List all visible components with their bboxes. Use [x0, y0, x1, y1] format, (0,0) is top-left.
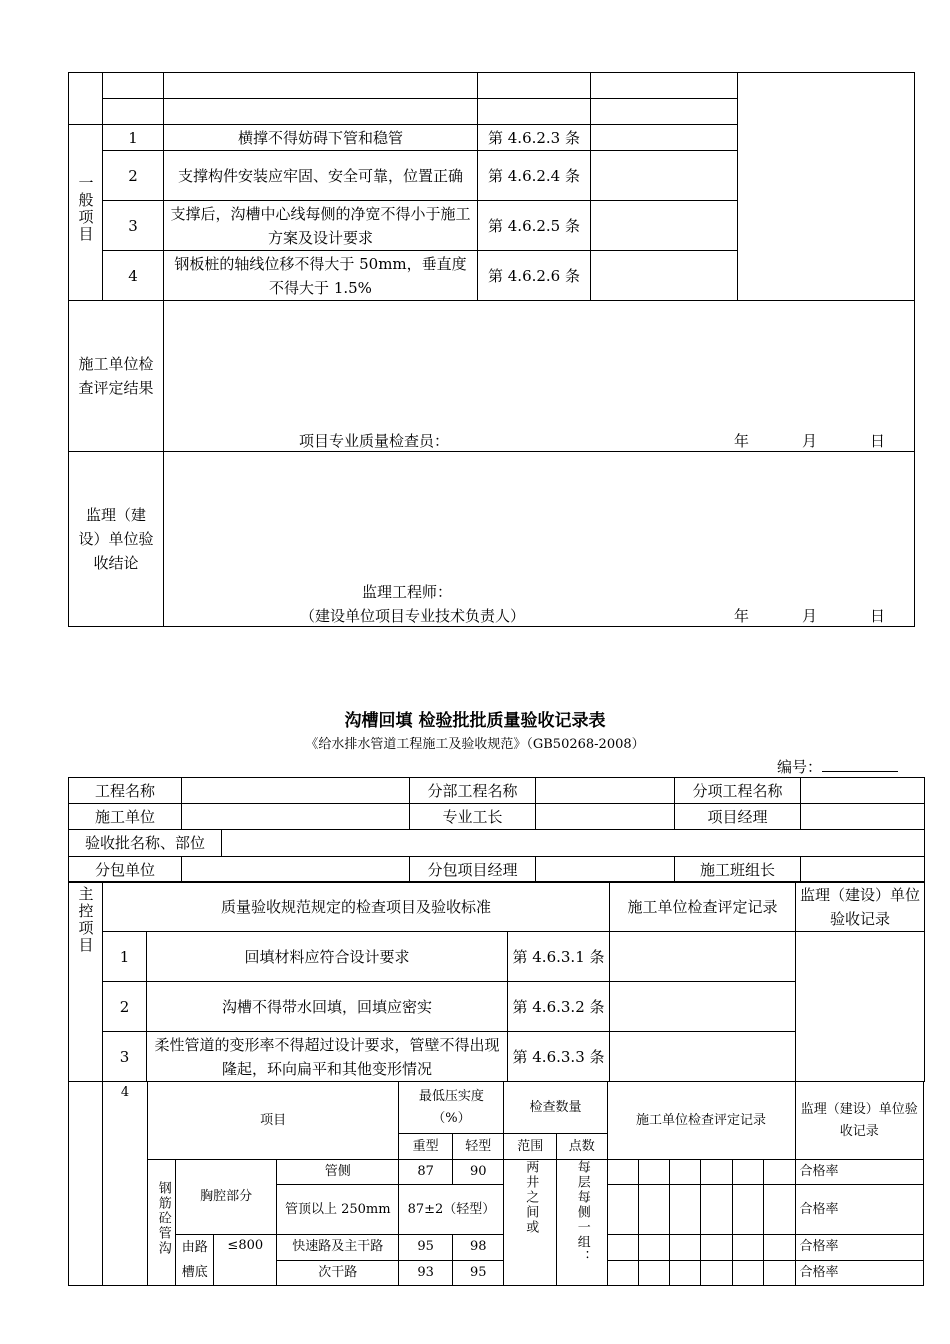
- record-cell[interactable]: [607, 1235, 638, 1261]
- project-name-field[interactable]: [182, 778, 410, 804]
- sec-heavy: 93: [399, 1260, 453, 1286]
- record-cell[interactable]: [701, 1185, 732, 1235]
- month-label: 月: [802, 607, 818, 625]
- record-cell[interactable]: [670, 1260, 701, 1286]
- form-subtitle: 《给水排水管道工程施工及验收规范》（GB50268-2008）: [305, 737, 645, 752]
- item-text: 钢板桩的轴线位移不得大于 50mm，垂直度不得大于 1.5%: [164, 251, 478, 301]
- compaction-table: [68, 1081, 924, 1286]
- record-cell[interactable]: [732, 1260, 763, 1286]
- side-label: 管侧: [277, 1160, 399, 1185]
- number-label: 编号：: [776, 758, 822, 776]
- record-cell[interactable]: [607, 1260, 638, 1286]
- item-no: 3: [103, 201, 164, 251]
- day-label: 日: [870, 607, 886, 625]
- number-field[interactable]: [822, 757, 898, 772]
- record-cell[interactable]: [732, 1185, 763, 1235]
- subitem-name-field[interactable]: [801, 778, 925, 804]
- record-cell[interactable]: [701, 1235, 732, 1261]
- item-clause: 第 4.6.2.5 条: [478, 201, 591, 251]
- pass-rate: 合格率: [795, 1160, 924, 1185]
- owner-label: （建设单位项目专业技术负责人）: [300, 607, 526, 625]
- item-clause: 第 4.6.3.2 条: [508, 982, 610, 1032]
- blank-cell: [69, 73, 103, 125]
- record-cell[interactable]: [764, 1185, 795, 1235]
- construction-result-cell[interactable]: [164, 301, 915, 452]
- points-cell: 每层每侧一组：: [557, 1160, 608, 1286]
- team-leader-field[interactable]: [801, 857, 925, 883]
- item-text: 柔性管道的变形率不得超过设计要求，管壁不得出现隆起，环向扁平和其他变形情况: [147, 1032, 508, 1082]
- record-cell[interactable]: [732, 1235, 763, 1261]
- construction-unit-label: 施工单位: [69, 804, 182, 830]
- record-cell[interactable]: [610, 1032, 796, 1082]
- item-no: 2: [103, 982, 147, 1032]
- record-cell[interactable]: [670, 1235, 701, 1261]
- pass-rate: 合格率: [795, 1235, 924, 1261]
- item-no: 1: [103, 932, 147, 982]
- pipe-type-label: 钢筋砼管沟: [147, 1160, 175, 1286]
- division-name-field[interactable]: [536, 778, 675, 804]
- record-cell[interactable]: [638, 1260, 669, 1286]
- supervision-result-label: 监理（建设）单位验收结论: [69, 452, 164, 627]
- item-text: 支撑后，沟槽中心线每侧的净宽不得小于施工方案及设计要求: [164, 201, 478, 251]
- item-no: 1: [103, 125, 164, 151]
- exp-light: 98: [452, 1235, 504, 1261]
- backfill-header-table: [68, 777, 925, 883]
- points-header: 点数: [557, 1134, 608, 1160]
- project-manager-label: 项目经理: [675, 804, 801, 830]
- record-cell[interactable]: [591, 125, 738, 151]
- secondary-label: 次干路: [277, 1260, 399, 1286]
- top-label: 管顶以上 250mm: [277, 1185, 399, 1235]
- batch-name-label: 验收批名称、部位: [69, 830, 222, 856]
- record-cell[interactable]: [701, 1160, 732, 1185]
- light-header: 轻型: [452, 1134, 504, 1160]
- le800-label: ≤800: [214, 1235, 277, 1286]
- sub-manager-field[interactable]: [536, 857, 675, 883]
- item-text: 回填材料应符合设计要求: [147, 932, 508, 982]
- record-cell[interactable]: [670, 1160, 701, 1185]
- min-compaction-header: 最低压实度（%）: [399, 1082, 504, 1134]
- construction-record-header: 施工单位检查评定记录: [607, 1082, 795, 1160]
- subcontractor-field[interactable]: [182, 857, 410, 883]
- top-value: 87±2（轻型）: [399, 1185, 504, 1235]
- record-cell[interactable]: [591, 251, 738, 301]
- record-cell[interactable]: [610, 932, 796, 982]
- main-control-label: 主控项目: [69, 882, 103, 1082]
- month-label: 月: [802, 432, 818, 450]
- supervision-record-header: 监理（建设）单位验收记录: [795, 1082, 924, 1160]
- heavy-header: 重型: [399, 1134, 453, 1160]
- form-number: [777, 756, 898, 777]
- record-cell[interactable]: [670, 1185, 701, 1235]
- record-cell[interactable]: [591, 151, 738, 201]
- team-leader-label: 施工班组长: [675, 857, 801, 883]
- item-no: 4: [103, 251, 164, 301]
- item-clause: 第 4.6.3.3 条: [508, 1032, 610, 1082]
- item-text: 支撑构件安装应牢固、安全可靠，位置正确: [164, 151, 478, 201]
- year-label: 年: [734, 432, 750, 450]
- batch-name-field[interactable]: [222, 830, 924, 856]
- exp-heavy: 95: [399, 1235, 453, 1261]
- item-text: 横撑不得妨碍下管和稳管: [164, 125, 478, 151]
- item-clause: 第 4.6.2.6 条: [478, 251, 591, 301]
- division-name-label: 分部工程名称: [410, 778, 536, 804]
- pass-rate: 合格率: [795, 1260, 924, 1286]
- sec-light: 95: [452, 1260, 504, 1286]
- foreman-label: 专业工长: [410, 804, 536, 830]
- construction-record-header: 施工单位检查评定记录: [610, 882, 796, 932]
- side-heavy: 87: [399, 1160, 453, 1185]
- check-count-header: 检查数量: [504, 1082, 607, 1134]
- expressway-label: 快速路及主干路: [277, 1235, 399, 1261]
- project-manager-field[interactable]: [801, 804, 925, 830]
- record-cell[interactable]: [591, 201, 738, 251]
- side-light: 90: [452, 1160, 504, 1185]
- subitem-name-label: 分项工程名称: [675, 778, 801, 804]
- chest-label: 胸腔部分: [176, 1160, 277, 1235]
- item-clause: 第 4.6.2.4 条: [478, 151, 591, 201]
- construction-result-label: 施工单位检查评定结果: [69, 301, 164, 452]
- supervision-result-cell[interactable]: [164, 452, 915, 627]
- item-clause: 第 4.6.3.1 条: [508, 932, 610, 982]
- record-cell[interactable]: [638, 1160, 669, 1185]
- record-cell[interactable]: [638, 1235, 669, 1261]
- construction-unit-field[interactable]: [182, 804, 410, 830]
- project-header: 项目: [147, 1082, 399, 1160]
- day-label: 日: [870, 432, 886, 450]
- general-items-label: 一般项目: [69, 125, 103, 301]
- scope-header: 范围: [504, 1134, 557, 1160]
- record-cell[interactable]: [764, 1260, 795, 1286]
- subcontractor-label: 分包单位: [69, 857, 182, 883]
- item-no: 2: [103, 151, 164, 201]
- top-inspection-table: [68, 72, 915, 627]
- scope-cell: 两井之间或: [504, 1160, 557, 1286]
- supervision-cell[interactable]: [796, 932, 925, 1082]
- supervision-record-header: 监理（建设）单位验收记录: [796, 882, 925, 932]
- form-title: 沟槽回填 检验批批质量验收记录表: [344, 711, 606, 731]
- record-cell[interactable]: [607, 1160, 638, 1185]
- record-cell[interactable]: [764, 1235, 795, 1261]
- record-cell[interactable]: [638, 1185, 669, 1235]
- record-cell[interactable]: [701, 1260, 732, 1286]
- engineer-label: 监理工程师：: [362, 583, 453, 601]
- standard-header: 质量验收规范规定的检查项目及验收标准: [103, 882, 610, 932]
- year-label: 年: [734, 607, 750, 625]
- sub-manager-label: 分包项目经理: [410, 857, 536, 883]
- inspector-label: 项目专业质量检查员：: [299, 432, 450, 450]
- road-label: 由路槽底: [176, 1235, 214, 1286]
- pass-rate: 合格率: [795, 1185, 924, 1235]
- foreman-field[interactable]: [536, 804, 675, 830]
- record-cell[interactable]: [764, 1160, 795, 1185]
- item-no: 3: [103, 1032, 147, 1082]
- record-cell[interactable]: [610, 982, 796, 1032]
- record-cell[interactable]: [607, 1185, 638, 1235]
- project-name-label: 工程名称: [69, 778, 182, 804]
- item-clause: 第 4.6.2.3 条: [478, 125, 591, 151]
- item-no: 4: [103, 1082, 147, 1286]
- record-cell[interactable]: [732, 1160, 763, 1185]
- main-control-table: [68, 881, 925, 1082]
- item-text: 沟槽不得带水回填，回填应密实: [147, 982, 508, 1032]
